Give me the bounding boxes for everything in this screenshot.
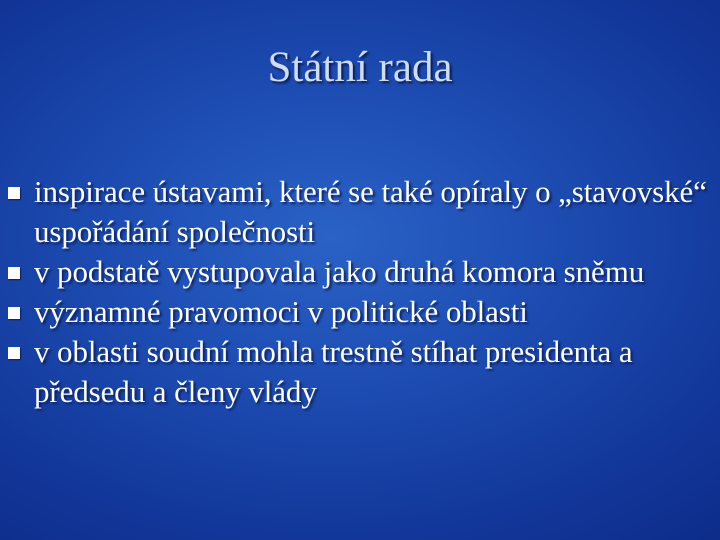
list-item — [0, 292, 720, 332]
slide-title: Státní rada — [267, 44, 453, 91]
list-item — [0, 172, 720, 252]
square-bullet-icon — [8, 347, 20, 359]
square-bullet-icon — [8, 267, 20, 279]
list-item — [0, 332, 720, 412]
square-bullet-icon — [8, 187, 20, 199]
square-bullet-icon — [8, 307, 20, 319]
bullet-list — [0, 172, 720, 412]
bullet-text: v podstatě vystupovala jako druhá komora sněmu — [34, 254, 645, 289]
bullet-text: v oblasti soudní mohla trestně stíhat presidenta a předsedu a členy vlády — [34, 334, 633, 409]
bullet-text: inspirace ústavami, které se také opíraly o „stavovské“ uspořádání společnosti — [34, 174, 707, 249]
list-item — [0, 252, 720, 292]
bullet-text: významné pravomoci v politické oblasti — [34, 294, 528, 329]
